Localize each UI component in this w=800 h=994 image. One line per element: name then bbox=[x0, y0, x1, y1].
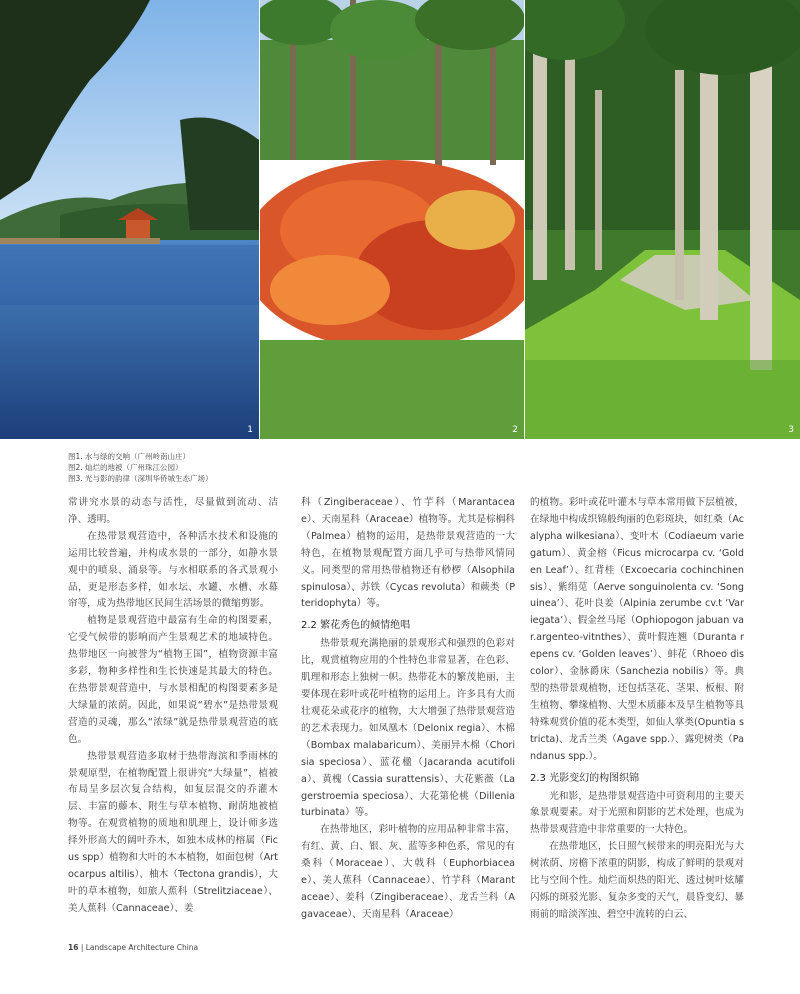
footer-divider: | bbox=[80, 943, 86, 952]
photo-number: 2 bbox=[512, 425, 518, 435]
caption-3: 图3. 光与影的韵律（深圳华侨城生态广场） bbox=[68, 474, 213, 483]
paragraph: 在热带地区，彩叶植物的应用品种非常丰富，有红、黄、白、银、灰、蓝等多种色系，常见的有桑科（Moraceae）、大戟科（Euphorbiaceae）、美人蕉科（Cannaceae）、竹芋科（Marantaceae）、姜科（Zingiberaceae）、龙舌兰科（Agavaceae）、天南星科（Araceae） bbox=[301, 824, 515, 920]
paragraph: 在热带景观营造中，各种活水技术和设施的运用比较普遍，并构成水景的一部分，如静水景观中的喷泉、涌泉等。与水相联系的各式景观小品，更是形态多样，如水坛、水罐、水槽、水幕帘等，成为热带地区民间生活场景的微缩剪影。 bbox=[68, 530, 278, 610]
photo-lake-pavilion bbox=[0, 0, 259, 439]
photo-strip bbox=[0, 0, 800, 439]
photo-number: 1 bbox=[247, 425, 253, 435]
page-footer bbox=[68, 943, 198, 952]
paragraph: 科（Zingiberaceae）、竹芋科（Marantaceae）、天南星科（Araceae）植物等。尤其是棕榈科（Palmea）植物的运用，是热带景观营造的一大特色，在植物景观配置方面几乎可与热带风情同义。同类型的常用热带植物还有桫椤（Alsophila spinulosa）、苏铁（Cycas revoluta）和蕨类（Pteridophyta）等。 bbox=[301, 497, 515, 610]
text-column-2 bbox=[301, 495, 515, 924]
paragraph: 光和影，是热带景观营造中可资利用的主要天象景观要素。对于光照和阴影的艺术处理，也成为热带景观营造中非常重要的一大特色。 bbox=[530, 790, 744, 836]
text-column-1 bbox=[68, 495, 278, 918]
photo-flowerbed bbox=[260, 0, 524, 439]
text-column-3 bbox=[530, 495, 744, 924]
caption-2: 图2. 灿烂的地被（广州珠江公园） bbox=[68, 463, 183, 472]
photo-number: 3 bbox=[788, 425, 794, 435]
paragraph: 植物是景观营造中最富有生命的构图要素，它受气候带的影响而产生景观艺术的地域特色。热带地区一向被誉为“植物王国”，植物资源丰富多彩，物种多样性和生长快速是其最大的特色。在热带景观营造中，与水景相配的构图要素多是大绿量的浓荫。因此，如果说“碧水”是热带景观营造的灵魂，那么“浓绿”就是热带景观营造的底色。 bbox=[68, 615, 278, 745]
figure-captions bbox=[68, 451, 213, 484]
paragraph: 热带景观充满艳丽的景观形式和强烈的色彩对比，观赏植物应用的个性特色非常显著，在色彩、肌理和形态上独树一帜。热带花木的繁茂艳丽，主要体现在彩叶或花叶植物的运用上。许多具有大而壮观花朵或花序的植物，大大增强了热带景观营造的艺术表现力。如凤凰木（Delonix regia）、木棉（Bombax malabaricum）、美丽异木棉（Chorisia speciosa）、蓝花楹（Jacaranda acutifolia）、黄槐（Cassia surattensis）、大花紫薇（Lagerstroemia speciosa）、大花第伦桃（Dillenia turbinata）等。 bbox=[301, 638, 515, 819]
section-heading: 2.2 繁花秀色的倾情绝唱 bbox=[301, 620, 411, 632]
photo-palm-avenue bbox=[525, 0, 800, 439]
caption-1: 图1. 水与绿的交响（广州岭南山庄） bbox=[68, 452, 191, 461]
journal-name: Landscape Architecture China bbox=[85, 943, 199, 952]
paragraph: 的植物。彩叶或花叶灌木与草本常用做下层植被，在绿地中构成织锦般绚丽的色彩斑块，如红桑（Acalypha wilkesiana）、变叶木（Codiaeum variegatum）、黄金榕（Ficus microcarpa cv. ‘Golden Leaf’）、红背桂（Excoecaria cochinchinensis）、紫绢苋（Aerve songuinolenta cv. ‘Songuinea’）、花叶良姜（Alpinia zerumbe cv.t ‘Variegata’）、假金丝马尾（Ophiopogon jabuan var.argenteo-vitnthes）、黄叶假连翘（Duranta repens cv. ‘Golden leaves’）、蚌花（Rhoeo discolor）、金脉爵床（Sanchezia nobilis）等。典型的热带景观植物，还包括茎花、茎果、板根、附生植物、攀缘植物、大型木质藤本及旱生植物等具特殊观赏价值的花木类型，如仙人掌类(Opuntia stricta)、龙舌兰类（Agave spp.）、露兜树类（Pandanus spp.）。 bbox=[530, 497, 744, 762]
page-number: 16 bbox=[68, 943, 79, 952]
paragraph: 在热带地区，长日照气候带来的明亮阳光与大树浓荫、房檐下浓重的阴影，构成了鲜明的景观对比与空间个性。灿烂而炽热的阳光、透过树叶炫耀闪烁的斑驳光影、复杂多变的天气，晨昏变幻、暴雨前的暗淡浑浊、碧空中流转的白云、 bbox=[530, 841, 744, 920]
paragraph: 常讲究水景的动态与活性，尽量做到流动、洁净、透明。 bbox=[68, 497, 278, 525]
section-heading: 2.3 光影变幻的构图织锦 bbox=[530, 772, 640, 784]
paragraph: 热带景观营造多取材于热带海滨和季雨林的景观原型，在植物配置上很讲究“大绿量”，植被布局呈多层次复合结构，如复层混交的乔灌木层、丰富的藤本、附生与草本植物、耐荫地被植物等。在观赏植物的质地和肌理上，设计师多选择外形高大的阔叶乔木，如独木成林的榕属（Ficus spp）植物和大叶的木本植物，如面包树（Artocarpus altilis）、柚木（Tectona grandis），大叶的草本植物，如旅人蕉科（Strelitziaceae）、美人蕉科（Cannaceae）、姜 bbox=[68, 750, 278, 914]
